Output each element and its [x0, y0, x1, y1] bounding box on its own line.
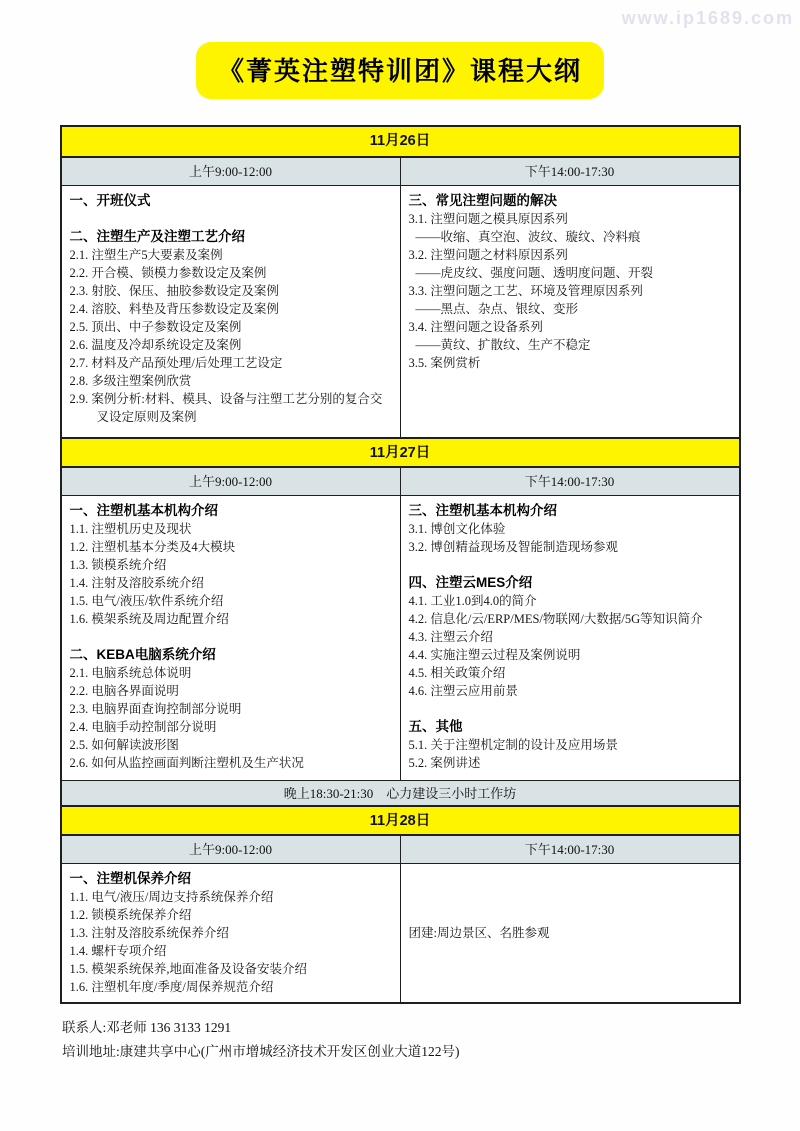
date-header-nov28: 11月28日	[62, 805, 739, 834]
course-line: 2.2. 开合模、锁模力参数设定及案例	[69, 266, 267, 280]
course-line: ——黑点、杂点、银纹、变形	[415, 302, 579, 316]
content-row	[62, 864, 739, 1002]
time-header-row	[62, 834, 739, 864]
day-section-nov28	[62, 805, 739, 1002]
morning-time-label: 上午9:00-12:00	[62, 158, 401, 185]
morning-time-label: 上午9:00-12:00	[62, 836, 401, 863]
morning-content-cell	[62, 496, 401, 780]
course-line: 1.6. 模架系统及周边配置介绍	[69, 612, 229, 626]
course-line: ——黄纹、扩散纹、生产不稳定	[415, 338, 591, 352]
course-line: 1.6. 注塑机年度/季度/周保养规范介绍	[69, 980, 274, 994]
course-line: 1.4. 注射及溶胶系统介绍	[69, 576, 204, 590]
course-section-heading: 五、其他	[408, 719, 463, 734]
page-title: 《菁英注塑特训团》课程大纲	[196, 42, 604, 99]
course-line: 1.2. 锁模系统保养介绍	[69, 908, 192, 922]
course-line: 3.1. 注塑问题之模具原因系列	[408, 212, 568, 226]
course-line: 2.6. 如何从监控画面判断注塑机及生产状况	[69, 756, 304, 770]
title-wrap	[0, 42, 800, 99]
course-line: 1.3. 锁模系统介绍	[69, 558, 167, 572]
afternoon-time-label: 下午14:00-17:30	[524, 842, 615, 857]
course-section-heading: 一、开班仪式	[69, 193, 151, 208]
morning-content-cell	[62, 186, 401, 437]
afternoon-content-cell	[401, 864, 739, 1002]
time-header-row	[62, 466, 739, 496]
course-line: 1.5. 模架系统保养,地面准备及设备安装介绍	[69, 962, 308, 976]
footer	[62, 1016, 800, 1064]
course-line: 3.2. 博创精益现场及智能制造现场参观	[408, 540, 618, 554]
course-line: 1.1. 电气/液压/周边支持系统保养介绍	[69, 890, 274, 904]
course-line: 5.1. 关于注塑机定制的设计及应用场景	[408, 738, 618, 752]
course-section-heading: 四、注塑云MES介绍	[408, 575, 533, 590]
course-line: 3.3. 注塑问题之工艺、环境及管理原因系列	[408, 284, 643, 298]
course-line: 2.1. 注塑生产5大要素及案例	[69, 248, 223, 262]
course-section-heading: 二、KEBA电脑系统介绍	[69, 647, 216, 662]
course-line: 2.7. 材料及产品预处理/后处理工艺设定	[69, 356, 283, 370]
course-line: 2.1. 电脑系统总体说明	[69, 666, 192, 680]
evening-workshop-row: 晚上18:30-21:30 心力建设三小时工作坊	[62, 780, 739, 805]
course-line: 1.3. 注射及溶胶系统保养介绍	[69, 926, 229, 940]
course-line: 3.2. 注塑问题之材料原因系列	[408, 248, 568, 262]
course-section-heading: 二、注塑生产及注塑工艺介绍	[69, 229, 245, 244]
course-line: 2.2. 电脑各界面说明	[69, 684, 179, 698]
course-schedule-table	[60, 125, 741, 1004]
course-line: 2.3. 射胶、保压、抽胶参数设定及案例	[69, 284, 279, 298]
course-line: 1.2. 注塑机基本分类及4大模块	[69, 540, 236, 554]
course-line: 3.4. 注塑问题之设备系列	[408, 320, 543, 334]
course-line: ——虎皮纹、强度问题、透明度问题、开裂	[415, 266, 654, 280]
time-header-row	[62, 156, 739, 186]
course-section-heading: 三、注塑机基本机构介绍	[408, 503, 557, 518]
afternoon-time-label: 下午14:00-17:30	[524, 164, 615, 179]
course-line: 2.3. 电脑界面查询控制部分说明	[69, 702, 242, 716]
course-line: 4.2. 信息化/云/ERP/MES/物联网/大数据/5G等知识简介	[408, 612, 703, 626]
address-line: 培训地址:康建共享中心(广州市增城经济技术开发区创业大道122号)	[62, 1044, 460, 1059]
content-row	[62, 186, 739, 437]
course-line: 2.6. 温度及冷却系统设定及案例	[69, 338, 242, 352]
contact-line: 联系人:邓老师 136 3133 1291	[62, 1020, 232, 1035]
site-watermark: www.ip1689.com	[621, 8, 794, 28]
course-line: 2.9. 案例分析:材料、模具、设备与注塑工艺分别的复合交叉设定原则及案例	[69, 392, 383, 424]
afternoon-content-cell	[401, 186, 739, 437]
course-line: 4.6. 注塑云应用前景	[408, 684, 518, 698]
course-line: 2.4. 电脑手动控制部分说明	[69, 720, 217, 734]
day-section-nov26	[62, 127, 739, 437]
course-line: 1.1. 注塑机历史及现状	[69, 522, 192, 536]
course-line: 4.4. 实施注塑云过程及案例说明	[408, 648, 581, 662]
date-header-nov26: 11月26日	[62, 127, 739, 156]
course-line: 1.5. 电气/液压/软件系统介绍	[69, 594, 224, 608]
course-line: 3.1. 博创文化体验	[408, 522, 506, 536]
afternoon-content-cell	[401, 496, 739, 780]
course-line	[70, 210, 392, 228]
content-row	[62, 496, 739, 780]
morning-time-label: 上午9:00-12:00	[62, 468, 401, 495]
course-line: 2.5. 如何解读波形图	[69, 738, 179, 752]
course-line: 5.2. 案例讲述	[408, 756, 481, 770]
course-section-heading: 三、常见注塑问题的解决	[408, 193, 557, 208]
course-line: 3.5. 案例赏析	[408, 356, 481, 370]
date-header-nov27: 11月27日	[62, 437, 739, 466]
course-line: 2.8. 多级注塑案例欣赏	[69, 374, 192, 388]
course-line: 2.4. 溶胶、料垫及背压参数设定及案例	[69, 302, 279, 316]
course-line	[409, 556, 731, 574]
course-line: 4.1. 工业1.0到4.0的简介	[408, 594, 537, 608]
course-line: 4.5. 相关政策介绍	[408, 666, 506, 680]
course-line: ——收缩、真空泡、波纹、璇纹、冷料痕	[415, 230, 641, 244]
course-line: 1.4. 螺杆专项介绍	[69, 944, 167, 958]
course-line: 4.3. 注塑云介绍	[408, 630, 493, 644]
course-line: 团建:周边景区、名胜参观	[408, 926, 550, 940]
day-section-nov27	[62, 437, 739, 805]
course-section-heading: 一、注塑机保养介绍	[69, 871, 191, 886]
morning-content-cell	[62, 864, 401, 1002]
afternoon-time-label: 下午14:00-17:30	[524, 474, 615, 489]
course-line	[70, 628, 392, 646]
course-line: 2.5. 顶出、中子参数设定及案例	[69, 320, 242, 334]
course-section-heading: 一、注塑机基本机构介绍	[69, 503, 218, 518]
course-line	[409, 700, 731, 718]
